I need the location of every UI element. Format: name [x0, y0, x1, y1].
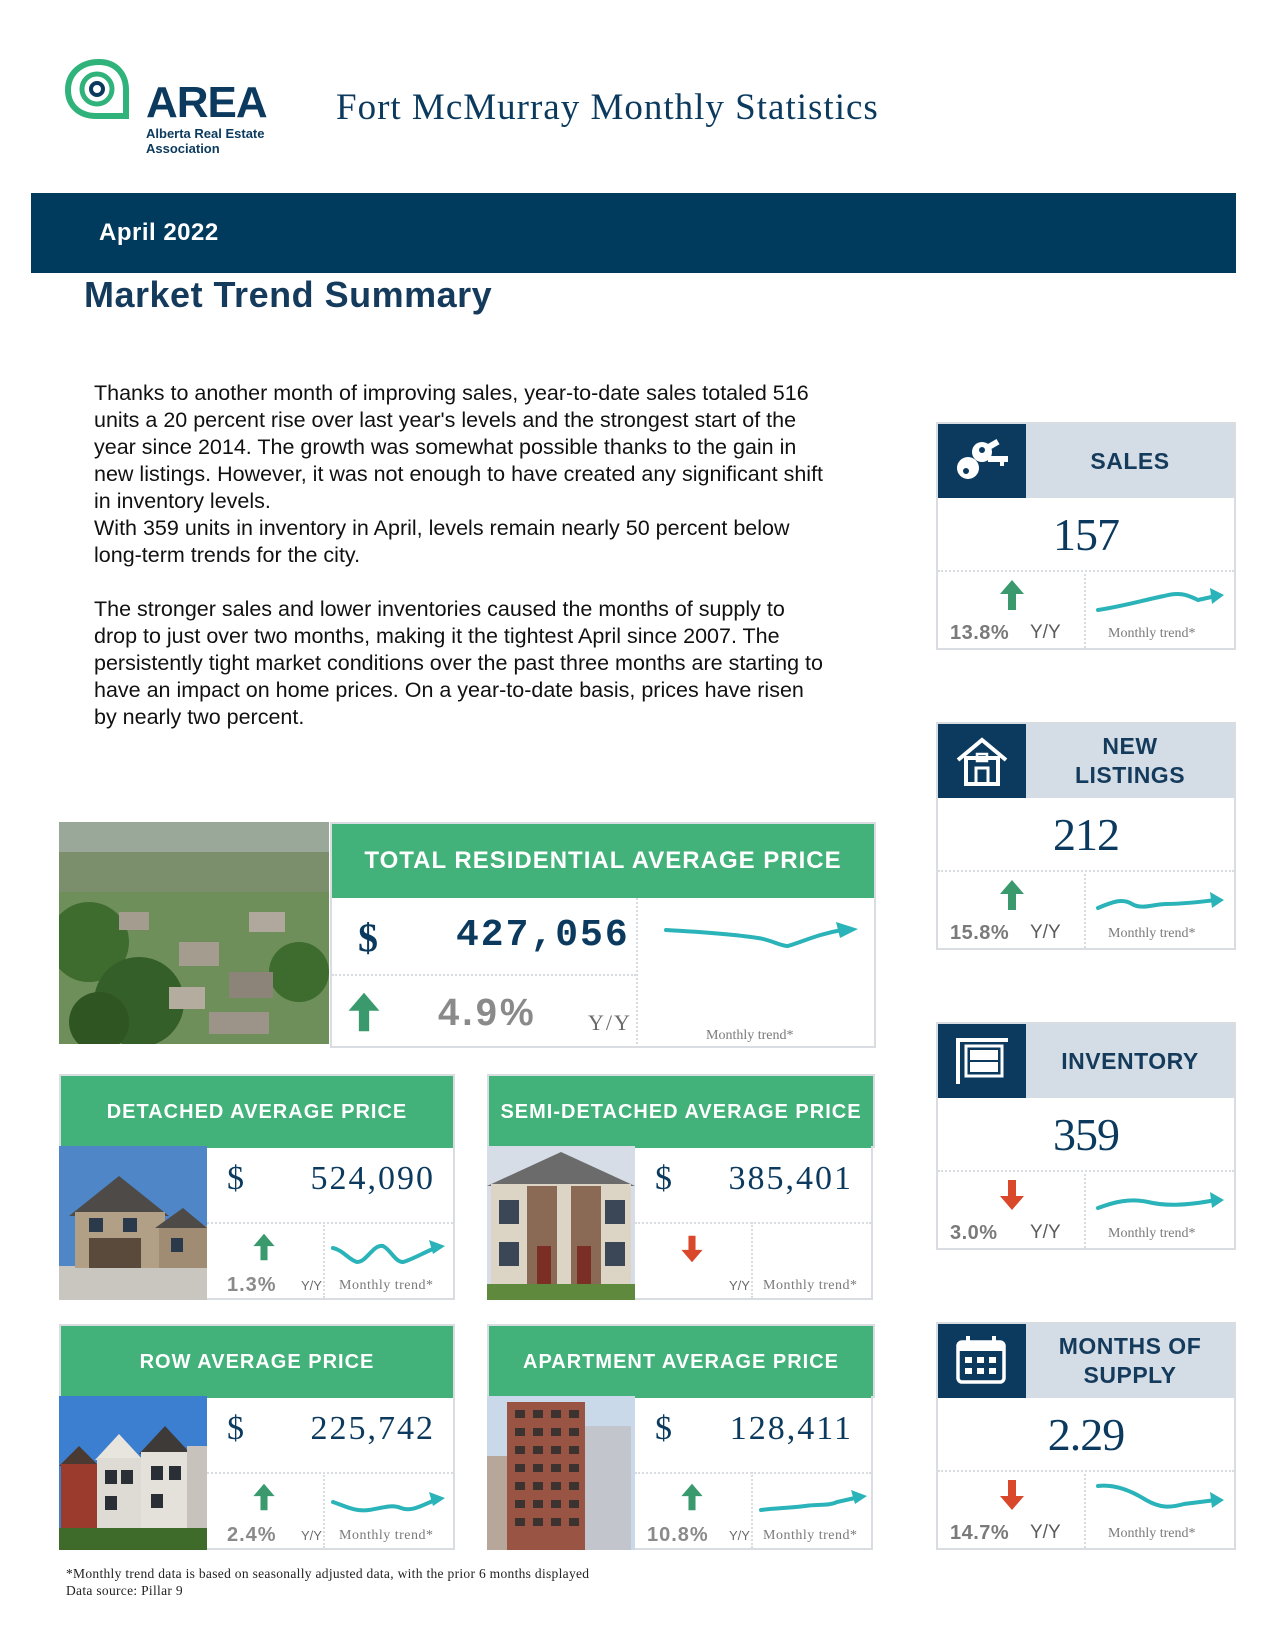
- detached-title: DETACHED AVERAGE PRICE: [59, 1074, 455, 1148]
- inventory-card: [936, 1022, 1236, 1250]
- new-listings-pct: 15.8%: [950, 922, 1010, 944]
- sales-trend-line: [1094, 582, 1228, 622]
- row-title: ROW AVERAGE PRICE: [59, 1324, 455, 1398]
- row-pct: 2.4%: [227, 1524, 277, 1546]
- apartment-value: 128,411: [729, 1410, 853, 1447]
- up-arrow-icon: [346, 990, 382, 1034]
- row-value: 225,742: [310, 1410, 435, 1447]
- summary-paragraph-2: With 359 units in inventory in April, levels remain nearly 50 percent below long-term trends for the city.: [94, 516, 790, 567]
- new-listings-trend-line: [1094, 882, 1228, 922]
- logo-subtitle-line1: Alberta Real Estate: [146, 126, 265, 141]
- apartment-title: APARTMENT AVERAGE PRICE: [487, 1324, 875, 1398]
- detached-trend-label: Monthly trend*: [339, 1278, 434, 1293]
- summary-text: [94, 380, 824, 731]
- total-residential-title: TOTAL RESIDENTIAL AVERAGE PRICE: [332, 824, 874, 898]
- total-residential-yy: Y/Y: [588, 1010, 632, 1035]
- down-arrow-icon: [679, 1234, 705, 1264]
- inventory-value: 359: [938, 1098, 1234, 1172]
- semi-detached-trend-label: Monthly trend*: [763, 1278, 858, 1293]
- detached-value: 524,090: [310, 1160, 435, 1197]
- semi-detached-house-photo: [487, 1146, 635, 1300]
- apartment-pct: 10.8%: [647, 1524, 709, 1546]
- apartment-building-photo: [487, 1396, 635, 1550]
- up-arrow-icon: [251, 1232, 277, 1262]
- summary-paragraph-1: Thanks to another month of improving sales, year-to-date sales totaled 516 units a 20 percent rise over last year's levels and the strongest start of the year since 2014. The growth was somewhat possible thanks to the gain in new listings. However, it was not enough to have created any significant shift in inventory levels.: [94, 381, 824, 513]
- semi-detached-yy: Y/Y: [729, 1278, 750, 1293]
- row-yy: Y/Y: [301, 1528, 322, 1543]
- apartment-yy: Y/Y: [729, 1528, 750, 1543]
- detached-yy: Y/Y: [301, 1278, 322, 1293]
- apartment-trend-line: [757, 1486, 869, 1522]
- inventory-pct: 3.0%: [950, 1222, 998, 1244]
- row-trend-line: [329, 1486, 447, 1522]
- detached-dollar: $: [227, 1160, 244, 1197]
- apartment-price-card: [487, 1324, 877, 1550]
- row-trend-label: Monthly trend*: [339, 1528, 434, 1543]
- total-residential-dollar: $: [358, 915, 378, 960]
- inventory-label: INVENTORY: [1026, 1024, 1234, 1098]
- semi-detached-value: 385,401: [728, 1160, 853, 1197]
- new-listings-value: 212: [938, 798, 1234, 872]
- new-listings-label: [1026, 724, 1234, 798]
- footnote: [66, 1565, 589, 1599]
- page-title: Fort McMurray Monthly Statistics: [336, 87, 879, 128]
- months-of-supply-label: [1026, 1324, 1234, 1398]
- months-of-supply-label-line2: SUPPLY: [1083, 1362, 1177, 1388]
- footnote-line-2: Data source: Pillar 9: [66, 1583, 183, 1598]
- months-of-supply-label-line1: MONTHS OF: [1058, 1333, 1202, 1359]
- sales-card: [936, 422, 1236, 650]
- semi-detached-price-card: [487, 1074, 877, 1300]
- new-listings-label-line1: NEW: [1102, 733, 1158, 759]
- new-listings-label-line2: LISTINGS: [1074, 762, 1186, 788]
- total-residential-pct: 4.9%: [438, 992, 537, 1034]
- total-residential-trend-label: Monthly trend*: [706, 1028, 794, 1043]
- up-arrow-icon: [679, 1482, 705, 1512]
- semi-detached-dollar: $: [655, 1160, 672, 1197]
- row-houses-photo: [59, 1396, 207, 1550]
- apartment-dollar: $: [655, 1410, 672, 1447]
- months-of-supply-pct: 14.7%: [950, 1522, 1010, 1544]
- aerial-neighbourhood-photo: [59, 822, 329, 1044]
- inventory-trend-line: [1094, 1182, 1228, 1222]
- inventory-yy: Y/Y: [1030, 1222, 1061, 1243]
- logo-subtitle-line2: Association: [146, 141, 220, 156]
- for-sale-sign-icon: [938, 1024, 1026, 1098]
- sales-value: 157: [938, 498, 1234, 572]
- total-residential-price-card: [330, 822, 876, 1048]
- detached-trend-line: [329, 1236, 447, 1272]
- apartment-trend-label: Monthly trend*: [763, 1528, 858, 1543]
- sales-trend-label: Monthly trend*: [1108, 626, 1196, 641]
- months-of-supply-value: 2.29: [938, 1398, 1234, 1472]
- keys-icon: [938, 424, 1026, 498]
- up-arrow-icon: [998, 878, 1026, 912]
- down-arrow-icon: [998, 1478, 1026, 1512]
- house-icon: [938, 724, 1026, 798]
- row-price-card: [59, 1324, 459, 1550]
- up-arrow-icon: [251, 1482, 277, 1512]
- footnote-line-1: *Monthly trend data is based on seasonally adjusted data, with the prior 6 months displayed: [66, 1566, 590, 1581]
- section-title: Market Trend Summary: [84, 274, 493, 315]
- calendar-icon: [938, 1324, 1026, 1398]
- summary-paragraph-3: The stronger sales and lower inventories caused the months of supply to drop to just over two months, making it the tightest April since 2007. The persistently tight market conditions over the past three months are starting to have an impact on home prices. On a year-to-date basis, prices have risen by nearly two percent.: [94, 597, 823, 729]
- detached-house-photo: [59, 1146, 207, 1300]
- total-residential-value: 427,056: [456, 914, 630, 957]
- area-logo-mark-icon: [64, 58, 134, 122]
- new-listings-yy: Y/Y: [1030, 922, 1061, 943]
- sales-pct: 13.8%: [950, 622, 1010, 644]
- months-of-supply-yy: Y/Y: [1030, 1522, 1061, 1543]
- down-arrow-icon: [998, 1178, 1026, 1212]
- months-of-supply-card: [936, 1322, 1236, 1550]
- logo-subtitle: [146, 126, 265, 156]
- sales-yy: Y/Y: [1030, 622, 1061, 643]
- new-listings-card: [936, 722, 1236, 950]
- up-arrow-icon: [998, 578, 1026, 612]
- months-of-supply-trend-label: Monthly trend*: [1108, 1526, 1196, 1541]
- total-residential-trend-line: [662, 920, 862, 960]
- area-logo: [64, 58, 294, 158]
- month-banner: [31, 193, 1236, 273]
- sales-label: SALES: [1026, 424, 1234, 498]
- semi-detached-title: SEMI-DETACHED AVERAGE PRICE: [487, 1074, 875, 1148]
- detached-price-card: [59, 1074, 459, 1300]
- report-month: April 2022: [99, 219, 219, 246]
- new-listings-trend-label: Monthly trend*: [1108, 926, 1196, 941]
- months-of-supply-trend-line: [1094, 1482, 1228, 1522]
- detached-pct: 1.3%: [227, 1274, 277, 1296]
- row-dollar: $: [227, 1410, 244, 1447]
- inventory-trend-label: Monthly trend*: [1108, 1226, 1196, 1241]
- logo-wordmark: AREA: [146, 78, 267, 127]
